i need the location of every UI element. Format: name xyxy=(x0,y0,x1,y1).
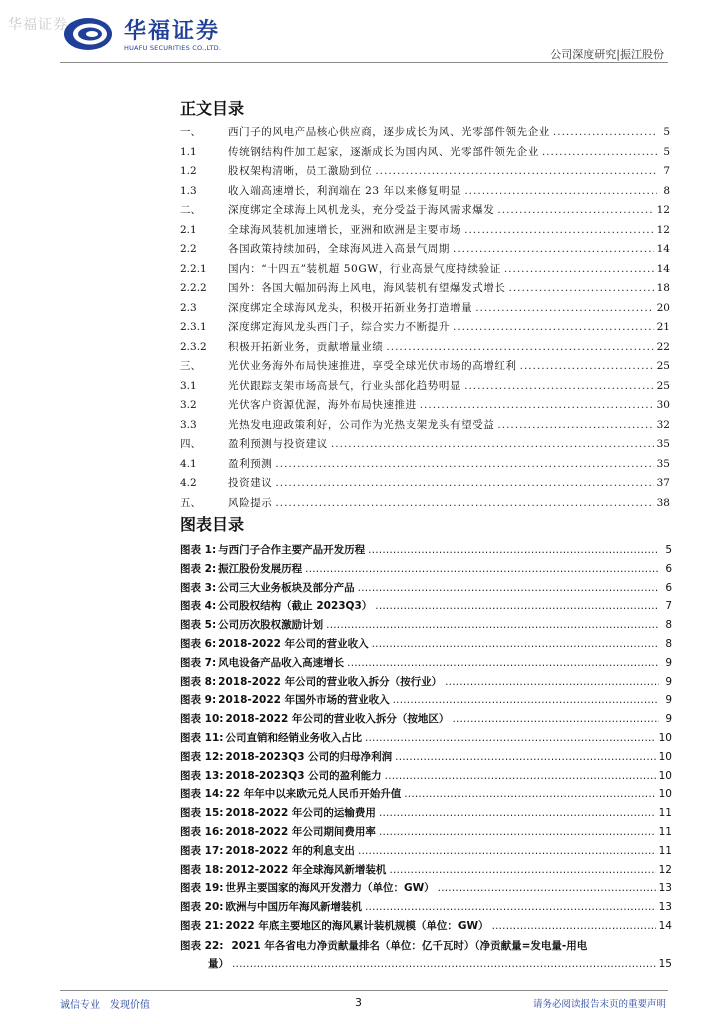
figure-entry-label: 图表 10: xyxy=(180,713,224,726)
toc-entry-number: 3.2 xyxy=(180,399,197,411)
toc-entry[interactable] xyxy=(180,183,670,203)
toc-entry-number: 4.1 xyxy=(180,457,197,470)
figure-entry-page: 10 xyxy=(658,788,672,801)
toc-entry-page: 14 xyxy=(656,243,670,255)
figure-entry[interactable] xyxy=(180,636,672,655)
figure-entry[interactable] xyxy=(180,899,672,918)
toc-entry[interactable] xyxy=(180,495,670,515)
toc-entry[interactable] xyxy=(180,358,670,378)
figure-entry-label: 图表 20: xyxy=(180,901,224,914)
figure-entry-label: 图表 13: xyxy=(180,769,224,782)
toc-leader-dots xyxy=(553,126,657,138)
toc-entry-title: 光热发电迎政策利好，公司作为光热支架龙头有望受益 xyxy=(228,418,495,431)
figure-entry-page: 15 xyxy=(658,957,672,970)
logo-swirl-icon xyxy=(62,14,118,54)
figure-entry-label: 图表 11: xyxy=(180,731,224,744)
figure-entry-label: 图表 2: xyxy=(180,562,217,575)
toc-leader-dots xyxy=(445,676,659,688)
figure-entry-page: 10 xyxy=(658,731,672,744)
figure-entry-label: 图表 17: xyxy=(180,844,224,857)
figure-entry-title: 世界主要国家的海风开发潜力（单位：GW） xyxy=(225,882,435,895)
figure-entry[interactable] xyxy=(180,730,672,749)
toc-entry-page: 7 xyxy=(663,165,670,177)
figure-entry[interactable] xyxy=(180,918,672,937)
toc-leader-dots xyxy=(542,146,657,158)
figure-entry[interactable] xyxy=(180,880,672,899)
toc-entry-page: 18 xyxy=(656,282,670,294)
figure-entry-label: 图表 18: xyxy=(180,863,224,876)
figure-entry[interactable] xyxy=(180,674,672,693)
watermark: 华福证券 xyxy=(8,17,68,33)
toc-entry-title: 全球海风装机加速增长，亚洲和欧洲是主要市场 xyxy=(228,223,462,236)
figure-entry-page: 6 xyxy=(665,581,672,594)
figure-entry[interactable] xyxy=(180,768,672,787)
figure-entry-title: 2018-2022 年公司的营业收入拆分（按地区） xyxy=(225,713,450,726)
toc-entry-number: 1.2 xyxy=(180,165,197,177)
toc-leader-dots xyxy=(365,901,656,913)
figure-entry[interactable] xyxy=(180,749,672,768)
toc-entry-title: 盈利预测与投资建议 xyxy=(228,438,328,450)
toc-leader-dots xyxy=(420,399,654,411)
toc-leader-dots xyxy=(464,185,657,197)
figure-entry[interactable] xyxy=(180,843,672,862)
toc-leader-dots xyxy=(497,419,653,431)
figure-entry-page: 10 xyxy=(658,769,672,782)
toc-leader-dots xyxy=(453,321,654,333)
figure-entry-title: 公司历次股权激励计划 xyxy=(218,619,324,632)
header-divider xyxy=(60,62,668,63)
toc-entry-number: 二、 xyxy=(180,204,201,216)
toc-entry[interactable] xyxy=(180,280,670,300)
toc-leader-dots xyxy=(453,243,654,255)
report-tag: 公司深度研究|振江股份 xyxy=(550,48,664,61)
toc-leader-dots xyxy=(347,657,659,669)
toc-leader-dots xyxy=(275,477,653,489)
page-number: 3 xyxy=(355,996,362,1009)
footer-divider xyxy=(60,990,668,991)
toc-entry-number: 1.1 xyxy=(180,145,197,158)
toc-leader-dots xyxy=(368,544,659,556)
figure-entry-label: 图表 19: xyxy=(180,882,224,895)
figure-entry-page: 11 xyxy=(658,807,672,820)
toc-leader-dots xyxy=(404,788,655,800)
toc-entry-title: 深度绑定海风龙头西门子，综合实力不断提升 xyxy=(228,321,450,333)
toc-entry-number: 3.3 xyxy=(180,418,197,431)
toc-entry-number: 五、 xyxy=(180,496,201,509)
toc-entry[interactable] xyxy=(180,378,670,398)
toc-entry-title: 风险提示 xyxy=(228,496,273,509)
toc-entry-number: 2.1 xyxy=(180,223,197,236)
toc-entry[interactable] xyxy=(180,144,670,164)
toc-leader-dots xyxy=(385,770,656,782)
figure-entry-page: 13 xyxy=(658,882,672,895)
toc-leader-dots xyxy=(520,360,654,372)
toc-leader-dots xyxy=(275,458,653,470)
toc-leader-dots xyxy=(358,582,659,594)
footer-slogan: 诚信专业 发现价值 xyxy=(60,1000,150,1011)
figure-entry-page: 12 xyxy=(658,863,672,876)
figure-entry[interactable] xyxy=(180,862,672,881)
figure-entry-page: 8 xyxy=(665,619,672,632)
figure-entry[interactable] xyxy=(180,805,672,824)
figure-entry-page: 11 xyxy=(658,844,672,857)
toc-leader-dots xyxy=(358,845,656,857)
figure-entry-title: 2018-2023Q3 公司的归母净利润 xyxy=(225,750,393,763)
toc-leader-dots xyxy=(475,302,653,314)
toc-entry-title: 西门子的风电产品核心供应商，逐步成长为风、光零部件领先企业 xyxy=(228,126,550,138)
figure-entry-title: 2018-2022 年的利息支出 xyxy=(225,844,355,857)
figure-entry-title: 风电设备产品收入高速增长 xyxy=(218,656,345,669)
toc-leader-dots xyxy=(379,826,656,838)
toc-entry[interactable] xyxy=(180,222,670,242)
toc-entry-title: 投资建议 xyxy=(228,477,273,489)
figure-entry-title: 2018-2022 年公司的运输费用 xyxy=(225,807,376,820)
toc-entry-page: 21 xyxy=(656,321,670,333)
figure-entry-page: 10 xyxy=(658,750,672,763)
toc-entry-title: 国外：各国大幅加码海上风电，海风装机有望爆发式增长 xyxy=(228,282,506,294)
toc-entry-page: 25 xyxy=(656,360,670,372)
toc-entry-title: 传统钢结构件加工起家，逐渐成长为国内风、光零部件领先企业 xyxy=(228,145,539,158)
figure-entry[interactable] xyxy=(180,786,672,805)
figure-entry-page: 9 xyxy=(665,713,672,726)
figure-entry-title-continued: 量） xyxy=(208,957,229,970)
toc-leader-dots xyxy=(305,563,659,575)
toc-entry-page: 35 xyxy=(656,457,670,470)
toc-entry[interactable] xyxy=(180,241,670,261)
figure-entry-page: 5 xyxy=(665,544,672,556)
toc-leader-dots xyxy=(365,732,656,744)
figure-entry-page: 9 xyxy=(665,675,672,688)
toc-entry[interactable] xyxy=(180,261,670,281)
figure-entry-label: 图表 3: xyxy=(180,581,217,594)
figure-entry-label: 图表 4: xyxy=(180,600,217,613)
figure-entry-page: 6 xyxy=(665,562,672,575)
figure-entry-page: 8 xyxy=(665,637,672,650)
toc-entry-number: 3.1 xyxy=(180,379,197,392)
toc-leader-dots xyxy=(438,882,656,894)
toc-leader-dots xyxy=(375,165,657,177)
toc-entry[interactable] xyxy=(180,436,670,456)
toc-entry-title: 股权架构清晰，员工激励到位 xyxy=(228,165,373,177)
figure-entry-page: 7 xyxy=(665,600,672,613)
figure-entry-title: 2018-2022 年国外市场的营业收入 xyxy=(218,694,390,707)
toc-leader-dots xyxy=(497,204,653,216)
toc-leader-dots xyxy=(389,864,655,876)
main-toc-title: 正文目录 xyxy=(180,99,245,118)
figure-toc-list xyxy=(180,542,672,973)
toc-leader-dots xyxy=(395,751,655,763)
toc-entry-number: 2.2.2 xyxy=(180,282,207,294)
toc-leader-dots xyxy=(504,263,654,275)
toc-leader-dots xyxy=(509,282,654,294)
figure-entry[interactable] xyxy=(180,542,672,561)
toc-entry-page: 37 xyxy=(656,477,670,489)
figure-entry[interactable] xyxy=(180,617,672,636)
toc-entry[interactable] xyxy=(180,319,670,339)
toc-leader-dots xyxy=(379,807,656,819)
toc-entry-title: 各国政策持续加码，全球海风进入高景气周期 xyxy=(228,243,450,255)
main-toc-list xyxy=(180,124,670,514)
toc-leader-dots xyxy=(331,438,654,450)
toc-entry-number: 4.2 xyxy=(180,477,197,489)
toc-entry[interactable] xyxy=(180,202,670,222)
logo-english-name: HUAFU SECURITIES CO.,LTD. xyxy=(124,44,222,52)
figure-entry-title: 公司直销和经销业务收入占比 xyxy=(225,731,362,744)
company-logo xyxy=(62,12,242,58)
figure-toc-title: 图表目录 xyxy=(180,515,245,534)
figure-entry-label: 图表 14: xyxy=(180,788,224,801)
toc-entry[interactable] xyxy=(180,124,670,144)
toc-entry-page: 20 xyxy=(656,301,670,314)
figure-entry-title: 公司股权结构（截止 2023Q3） xyxy=(218,600,373,613)
toc-entry[interactable] xyxy=(180,163,670,183)
toc-entry-page: 12 xyxy=(656,204,670,216)
toc-entry[interactable] xyxy=(180,300,670,320)
toc-entry-title: 积极开拓新业务，贡献增量业绩 xyxy=(228,340,384,353)
toc-entry-page: 32 xyxy=(656,418,670,431)
toc-leader-dots xyxy=(275,497,653,509)
toc-entry-title: 光伏跟踪支架市场高景气，行业头部化趋势明显 xyxy=(228,379,462,392)
figure-entry-label: 图表 5: xyxy=(180,619,217,632)
toc-entry-page: 38 xyxy=(656,496,670,509)
figure-entry[interactable] xyxy=(180,711,672,730)
toc-entry-page: 25 xyxy=(656,379,670,392)
figure-entry[interactable] xyxy=(180,580,672,599)
figure-entry-label: 图表 22: xyxy=(180,939,224,952)
figure-entry-title: 2018-2022 年公司的营业收入拆分（按行业） xyxy=(218,675,443,688)
toc-leader-dots xyxy=(372,638,659,650)
toc-leader-dots xyxy=(375,600,659,612)
toc-entry[interactable] xyxy=(180,456,670,476)
figure-entry-title: 欧洲与中国历年海风新增装机 xyxy=(225,901,362,914)
toc-entry-number: 2.2.1 xyxy=(180,262,207,275)
figure-entry-label: 图表 15: xyxy=(180,807,224,820)
toc-entry-page: 35 xyxy=(656,438,670,450)
logo-chinese-name: 华福证券 xyxy=(124,19,221,44)
figure-entry-title: 2021 年各省电力净贡献量排名（单位：亿千瓦时）（净贡献量=发电量-用电 xyxy=(231,939,588,952)
toc-entry-page: 22 xyxy=(656,340,670,353)
toc-leader-dots xyxy=(232,955,656,973)
figure-entry-label: 图表 1: xyxy=(180,544,217,556)
toc-leader-dots xyxy=(492,920,656,932)
figure-entry-title: 2012-2022 年全球海风新增装机 xyxy=(225,863,387,876)
footer-disclaimer: 请务必阅读报告末页的重要声明 xyxy=(532,999,666,1010)
toc-entry-title: 深度绑定全球海风龙头，积极开拓新业务打造增量 xyxy=(228,301,473,314)
toc-entry-page: 14 xyxy=(656,262,670,275)
toc-entry-number: 2.3.2 xyxy=(180,340,207,353)
toc-leader-dots xyxy=(464,380,654,392)
figure-entry-title: 2018-2022 年公司的营业收入 xyxy=(218,637,369,650)
toc-entry-title: 盈利预测 xyxy=(228,457,273,470)
figure-entry-title: 2018-2022 年公司期间费用率 xyxy=(225,825,376,838)
toc-entry-page: 30 xyxy=(656,399,670,411)
toc-entry-number: 一、 xyxy=(180,126,201,138)
toc-entry-title: 收入端高速增长，利润端在 23 年以来修复明显 xyxy=(228,184,462,197)
toc-entry[interactable] xyxy=(180,475,670,495)
figure-entry-label: 图表 7: xyxy=(180,656,217,669)
toc-entry-title: 光伏客户资源优渥，海外布局快速推进 xyxy=(228,399,417,411)
figure-entry-title: 与西门子合作主要产品开发历程 xyxy=(218,544,366,556)
figure-entry[interactable] xyxy=(180,598,672,617)
figure-entry[interactable] xyxy=(180,692,672,711)
toc-entry-number: 2.3.1 xyxy=(180,321,207,333)
toc-entry-page: 5 xyxy=(663,126,670,138)
figure-entry[interactable] xyxy=(180,824,672,843)
figure-entry-title: 2022 年底主要地区的海风累计装机规模（单位：GW） xyxy=(225,919,489,932)
toc-leader-dots xyxy=(386,341,653,353)
toc-entry-number: 三、 xyxy=(180,360,201,372)
toc-entry[interactable] xyxy=(180,339,670,359)
figure-entry-label: 图表 21: xyxy=(180,919,224,932)
figure-entry-label: 图表 6: xyxy=(180,637,217,650)
toc-entry[interactable] xyxy=(180,397,670,417)
toc-leader-dots xyxy=(464,224,654,236)
figure-entry-label: 图表 12: xyxy=(180,750,224,763)
figure-entry-title: 公司三大业务板块及部分产品 xyxy=(218,581,355,594)
toc-leader-dots xyxy=(452,713,659,725)
figure-entry-page: 14 xyxy=(658,919,672,932)
toc-entry-number: 1.3 xyxy=(180,184,197,197)
toc-entry-number: 2.2 xyxy=(180,243,197,255)
toc-entry-title: 深度绑定全球海上风机龙头，充分受益于海风需求爆发 xyxy=(228,204,495,216)
toc-entry-page: 8 xyxy=(663,184,670,197)
figure-entry-page: 9 xyxy=(665,694,672,707)
toc-entry-title: 国内：“十四五”装机超 50GW，行业高景气度持续验证 xyxy=(228,262,501,275)
figure-entry-label: 图表 16: xyxy=(180,825,224,838)
toc-entry-number: 2.3 xyxy=(180,301,197,314)
figure-entry[interactable] xyxy=(180,561,672,580)
figure-entry-label: 图表 8: xyxy=(180,675,217,688)
figure-entry-title: 2018-2023Q3 公司的盈利能力 xyxy=(225,769,382,782)
toc-entry-page: 5 xyxy=(663,145,670,158)
toc-entry-page: 12 xyxy=(656,223,670,236)
toc-entry-title: 光伏业务海外布局快速推进，享受全球光伏市场的高增红利 xyxy=(228,360,517,372)
figure-entry-page: 13 xyxy=(658,901,672,914)
figure-entry-page: 9 xyxy=(665,656,672,669)
figure-entry[interactable] xyxy=(180,655,672,674)
figure-entry-page: 11 xyxy=(658,825,672,838)
figure-entry-title: 振江股份发展历程 xyxy=(218,562,303,575)
figure-entry[interactable] xyxy=(180,937,672,973)
toc-leader-dots xyxy=(326,619,659,631)
figure-entry-label: 图表 9: xyxy=(180,694,217,707)
figure-entry-title: 22 年年中以来欧元兑人民币开始升值 xyxy=(225,788,402,801)
toc-entry-number: 四、 xyxy=(180,438,201,450)
toc-entry[interactable] xyxy=(180,417,670,437)
toc-leader-dots xyxy=(393,694,659,706)
